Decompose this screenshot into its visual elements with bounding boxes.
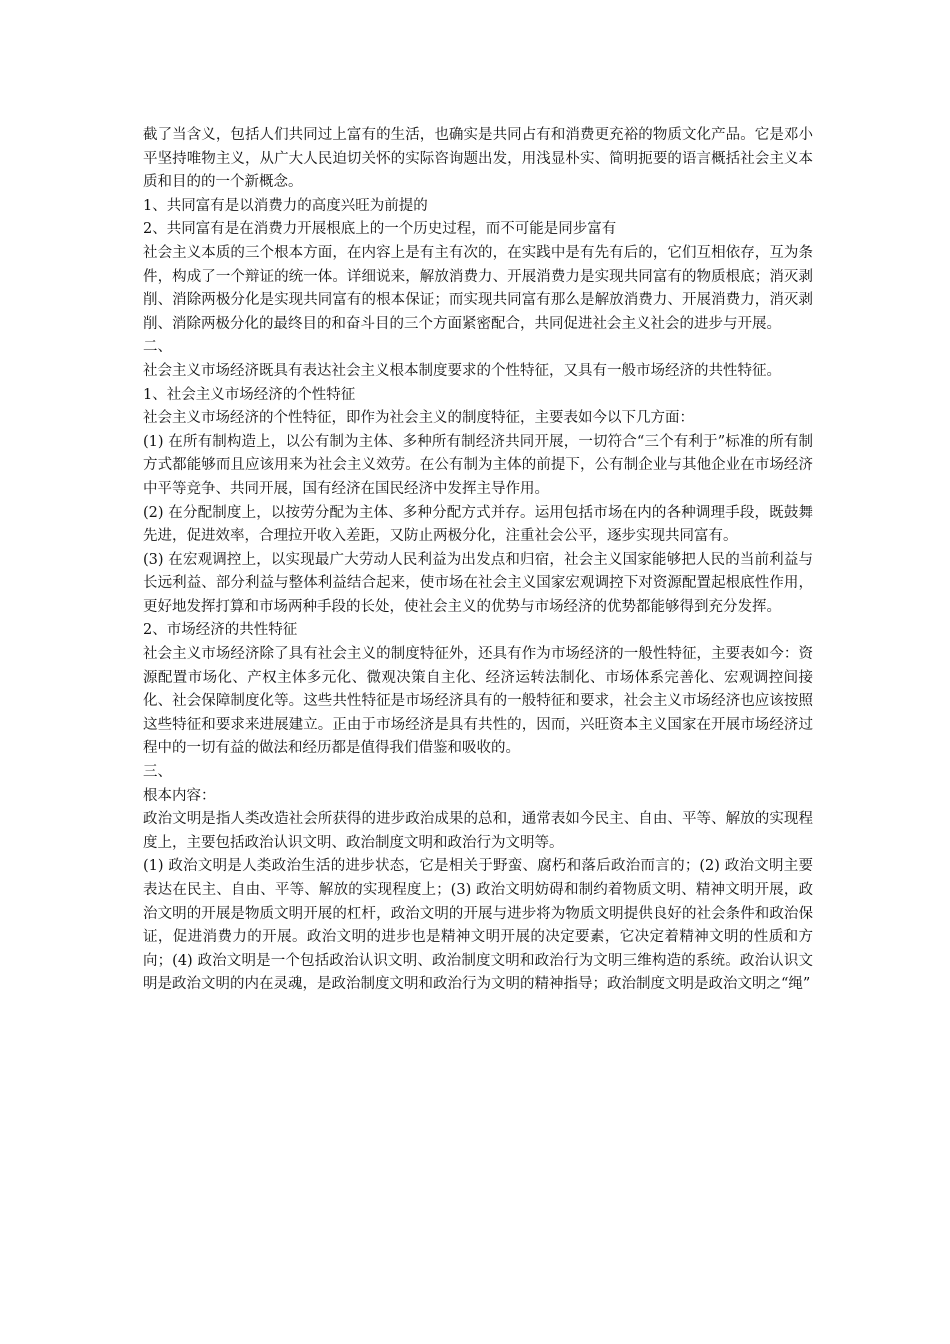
paragraph: 1、社会主义市场经济的个性特征: [143, 386, 356, 403]
section-heading: 二、: [143, 339, 172, 356]
paragraph: (3) 在宏观调控上，以实现最广大劳动人民利益为出发点和归宿，社会主义国家能够把人民的当前利益与长远利益、部分利益与整体利益结合起来，使市场在社会主义国家宏观调控下对资源配置起根底性作用，更好地发挥打算和市场两种手段的长处，使社会主义的优势与市场经济的优势都能够得到充分发挥。: [143, 551, 813, 615]
paragraph: 社会主义市场经济的个性特征，即作为社会主义的制度特征，主要表如今以下几方面：: [143, 410, 694, 427]
paragraph: 政治文明是指人类改造社会所获得的进步政治成果的总和，通常表如今民主、自由、平等、解放的实现程度上，主要包括政治认识文明、政治制度文明和政治行为文明等。: [143, 811, 813, 851]
paragraph: 2、市场经济的共性特征: [143, 622, 298, 639]
section-heading: 三、: [143, 764, 172, 781]
paragraph: (1) 在所有制构造上，以公有制为主体、多种所有制经济共同开展，一切符合“三个有利于”标准的所有制方式都能够而且应该用来为社会主义效劳。在公有制为主体的前提下，公有制企业与其他企业在市场经济中平等竞争、共同开展，国有经济在国民经济中发挥主导作用。: [143, 433, 813, 497]
paragraph: 截了当含义，包括人们共同过上富有的生活，也确实是共同占有和消费更充裕的物质文化产品。它是邓小平坚持唯物主义，从广大人民迫切关怀的实际咨询题出发，用浅显朴实、简明扼要的语言概括社会主义本质和目的的一个新概念。: [143, 127, 813, 191]
paragraph: 社会主义本质的三个根本方面，在内容上是有主有次的，在实践中是有先有后的，它们互相依存，互为条件，构成了一个辩证的统一体。详细说来，解放消费力、开展消费力是实现共同富有的物质根底；消灭剥削、消除两极分化是实现共同富有的根本保证；而实现共同富有那么是解放消费力、开展消费力，消灭剥削、消除两极分化的最终目的和奋斗目的三个方面紧密配合，共同促进社会主义社会的进步与开展。: [143, 244, 813, 332]
document-body: [143, 124, 813, 997]
paragraph: 1、共同富有是以消费力的高度兴旺为前提的: [143, 197, 428, 214]
paragraph: 根本内容：: [143, 787, 216, 804]
paragraph: 社会主义市场经济除了具有社会主义的制度特征外，还具有作为市场经济的一般性特征，主要表如今：资源配置市场化、产权主体多元化、微观决策自主化、经济运转法制化、市场体系完善化、宏观调控间接化、社会保障制度化等。这些共性特征是市场经济具有的一般特征和要求，社会主义市场经济也应该按照这些特征和要求来进展建立。正由于市场经济是具有共性的，因而，兴旺资本主义国家在开展市场经济过程中的一切有益的做法和经历都是值得我们借鉴和吸收的。: [143, 646, 813, 757]
paragraph: 社会主义市场经济既具有表达社会主义根本制度要求的个性特征，又具有一般市场经济的共性特征。: [143, 362, 781, 379]
paragraph: (2) 在分配制度上，以按劳分配为主体、多种分配方式并存。运用包括市场在内的各种调理手段，既鼓舞先进，促进效率，合理拉开收入差距，又防止两极分化，注重社会公平，逐步实现共同富有。: [143, 504, 813, 545]
paragraph: 2、共同富有是在消费力开展根底上的一个历史过程，而不可能是同步富有: [143, 221, 617, 238]
paragraph: (1) 政治文明是人类政治生活的进步状态，它是相关于野蛮、腐朽和落后政治而言的；(2) 政治文明主要表达在民主、自由、平等、解放的实现程度上；(3) 政治文明妨碍和制约着物质文明、精神文明开展，政治文明的开展是物质文明开展的杠杆，政治文明的开展与进步将为物质文明提供良好的社会条件和政治保证，促进消费力的开展。政治文明的进步也是精神文明开展的决定要素，它决定着精神文明的性质和方向；(4) 政治文明是一个包括政治认识文明、政治制度文明和政治行为文明三维构造的系统。政治认识文明是政治文明的内在灵魂，是政治制度文明和政治行为文明的精神指导；政治制度文明是政治文明之“绳”: [143, 858, 813, 993]
